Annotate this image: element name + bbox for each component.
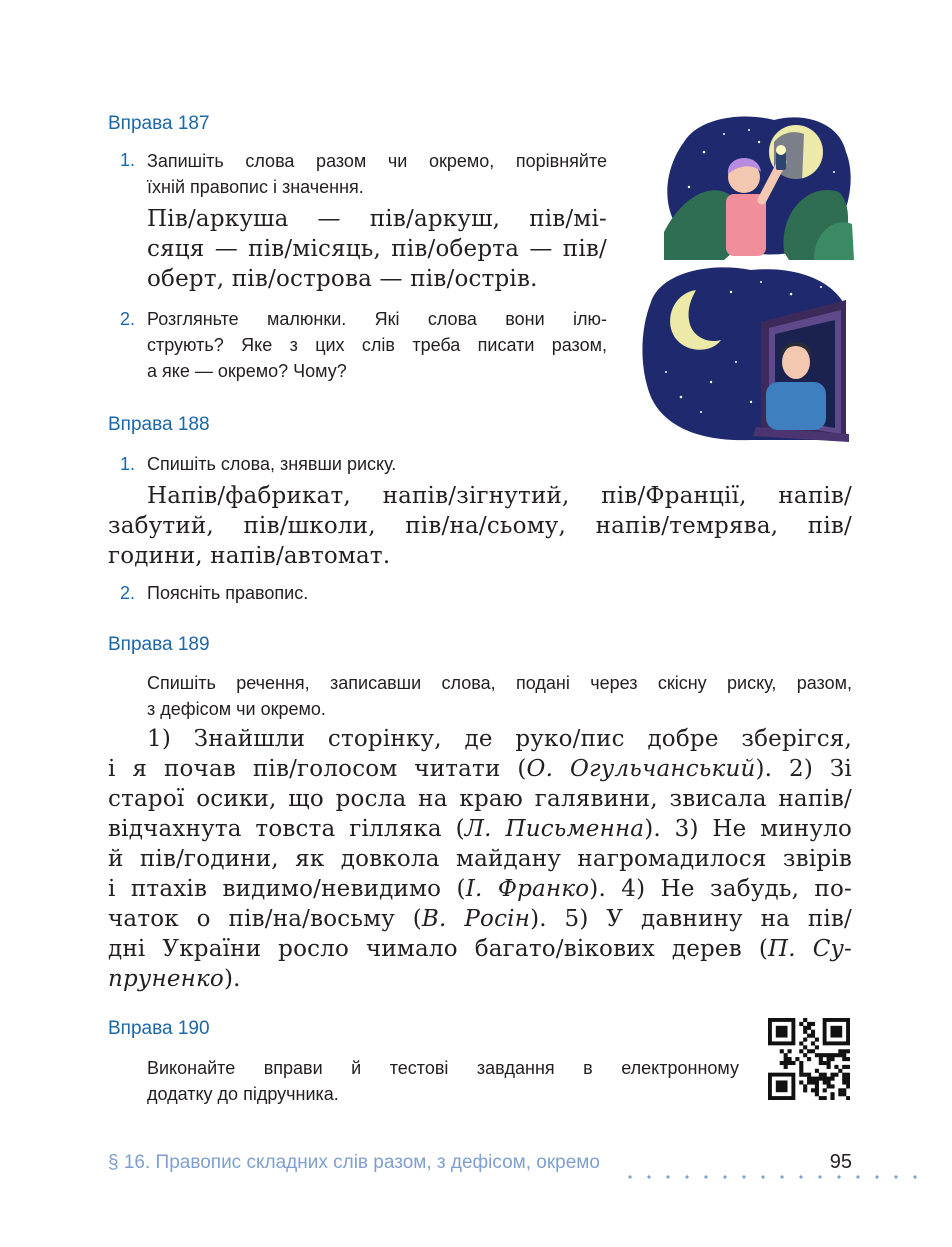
section-title: § 16. Правопис складних слів разом, з дефісом, окремо	[108, 1152, 600, 1173]
page-number: 95	[829, 1151, 852, 1173]
task-text: Спишіть речення, записавши слова, подані через скісну риску, разом, з дефісом чи окремо.	[147, 673, 852, 719]
exercise-body: Напів/фабрикат, напів/зігнутий, пів/Франції, напів/ забутий, пів/школи, пів/на/сьому, напів/темрява, пів/ години, напів/автомат.	[108, 483, 852, 569]
footer-dots	[627, 1164, 925, 1186]
task-number: 2.	[120, 309, 136, 329]
task-number: 1.	[120, 454, 136, 474]
task-number: 1.	[120, 150, 136, 170]
task-text: Виконайте вправи й тестові завдання в електронному додатку до підручника.	[147, 1058, 739, 1104]
qr-code[interactable]	[768, 1018, 850, 1100]
page-footer	[108, 1150, 852, 1180]
task-text: Запишіть слова разом чи окремо, порівняйте їхній правопис і значення.	[147, 151, 607, 197]
exercise-title: Вправа 189	[108, 634, 210, 655]
exercise-body: Пів/аркуша — пів/аркуш, пів/мі- сяця — пів/місяць, пів/оберта — пів/ оберт, пів/острова — пів/острів.	[147, 206, 607, 292]
exercise-body: 1) Знайшли сторінку, де руко/пис добре зберігся, і я почав пів/голосом читати (О. Огульчанський). 2) Зі старої осики, що росла на краю галявини, звисала напів/ відчахнута товста гілляка (Л. Письменна). 3) Не минуло й пів/години, як довкола майдану нагромадилося звірів і птахів видимо/невидимо (І. Франко). 4) Не забудь, по- чаток о пів/на/восьму (В. Росін). 5) У давнину на пів/ дні України росло чимало багато/вікових дерев (П. Су- пруненко).	[108, 726, 853, 992]
exercise-title: Вправа 188	[108, 414, 210, 435]
task-number: 2.	[120, 583, 136, 603]
exercise-title: Вправа 187	[108, 113, 210, 134]
exercise-title: Вправа 190	[108, 1018, 210, 1039]
illustration-crescent-moon	[641, 262, 853, 442]
task-text: Поясніть правопис.	[147, 583, 309, 603]
task-text: Спишіть слова, знявши риску.	[147, 454, 397, 474]
task-text: Розгляньте малюнки. Які слова вони ілю- струють? Яке з цих слів треба писати разом, а яке — окремо? Чому?	[147, 309, 607, 381]
illustration-half-moon	[664, 112, 854, 260]
